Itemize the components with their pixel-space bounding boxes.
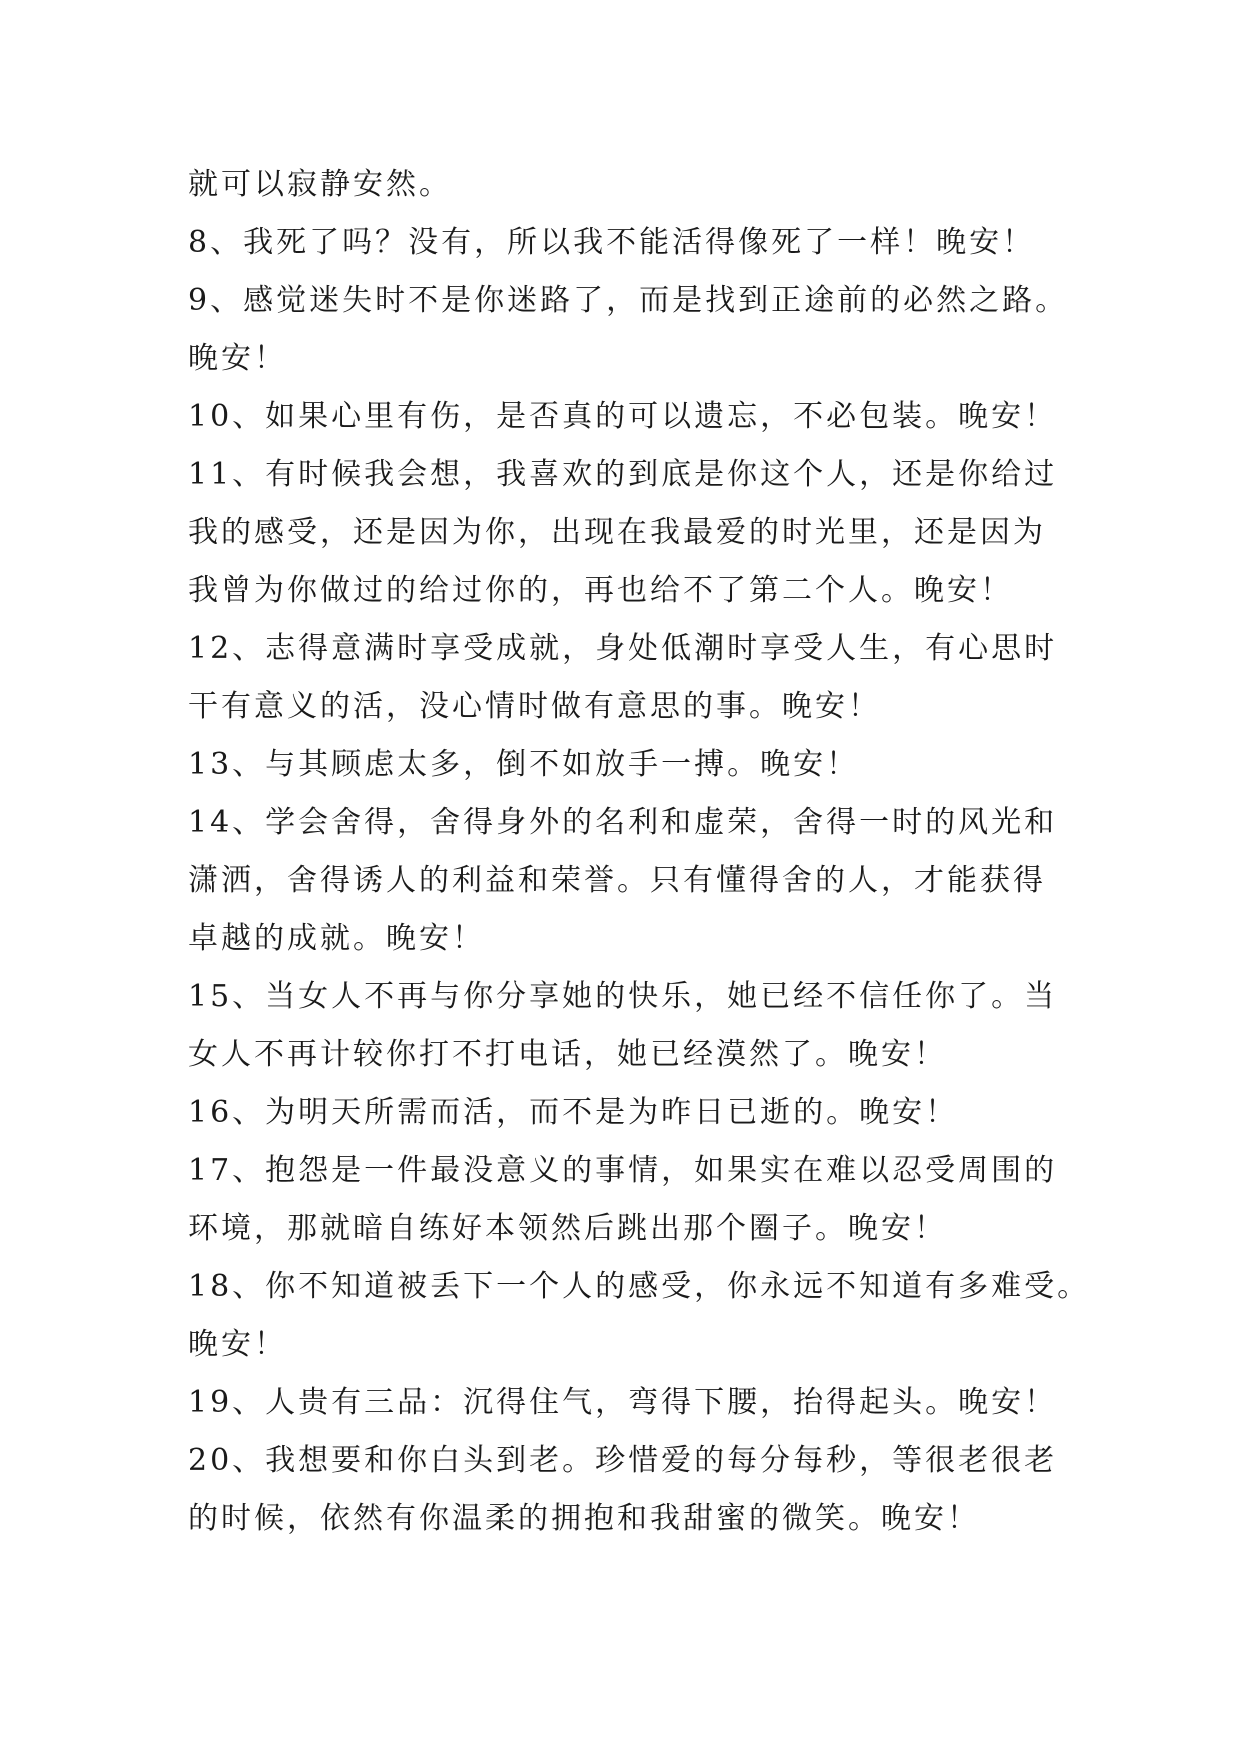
text-line: 18、你不知道被丢下一个人的感受，你永远不知道有多难受。 [188,1269,1091,1304]
text-line: 13、与其顾虑太多，倒不如放手一搏。晚安！ [188,747,860,782]
text-line: 我曾为你做过的给过你的，再也给不了第二个人。晚安！ [188,573,1013,608]
text-line: 19、人贵有三品：沉得住气，弯得下腰，抬得起头。晚安！ [188,1385,1058,1420]
text-line: 8、我死了吗？没有，所以我不能活得像死了一样！晚安！ [188,225,1036,260]
text-line: 女人不再计较你打不打电话，她已经漠然了。晚安！ [188,1037,947,1072]
text-line: 20、我想要和你白头到老。珍惜爱的每分每秒，等很老很老 [188,1443,1058,1478]
text-line: 14、学会舍得，舍得身外的名利和虚荣，舍得一时的风光和 [188,805,1058,840]
text-line: 11、有时候我会想，我喜欢的到底是你这个人，还是你给过 [188,457,1058,492]
text-line: 就可以寂静安然。 [188,167,452,202]
text-line: 卓越的成就。晚安！ [188,921,485,956]
text-line: 我的感受，还是因为你，出现在我最爱的时光里，还是因为 [188,515,1046,550]
text-line: 晚安！ [188,1327,287,1362]
text-line: 晚安！ [188,341,287,376]
text-line: 潇洒，舍得诱人的利益和荣誉。只有懂得舍的人，才能获得 [188,863,1046,898]
text-line: 的时候，依然有你温柔的拥抱和我甜蜜的微笑。晚安！ [188,1501,980,1536]
text-line: 17、抱怨是一件最没意义的事情，如果实在难以忍受周围的 [188,1153,1058,1188]
text-line: 12、志得意满时享受成就，身处低潮时享受人生，有心思时 [188,631,1058,666]
text-line: 9、感觉迷失时不是你迷路了，而是找到正途前的必然之路。 [188,283,1069,318]
text-line: 干有意义的活，没心情时做有意思的事。晚安！ [188,689,881,724]
text-line: 环境，那就暗自练好本领然后跳出那个圈子。晚安！ [188,1211,947,1246]
text-line: 16、为明天所需而活，而不是为昨日已逝的。晚安！ [188,1095,959,1130]
text-line: 10、如果心里有伤，是否真的可以遗忘，不必包装。晚安！ [188,399,1058,434]
text-line: 15、当女人不再与你分享她的快乐，她已经不信任你了。当 [188,979,1058,1014]
